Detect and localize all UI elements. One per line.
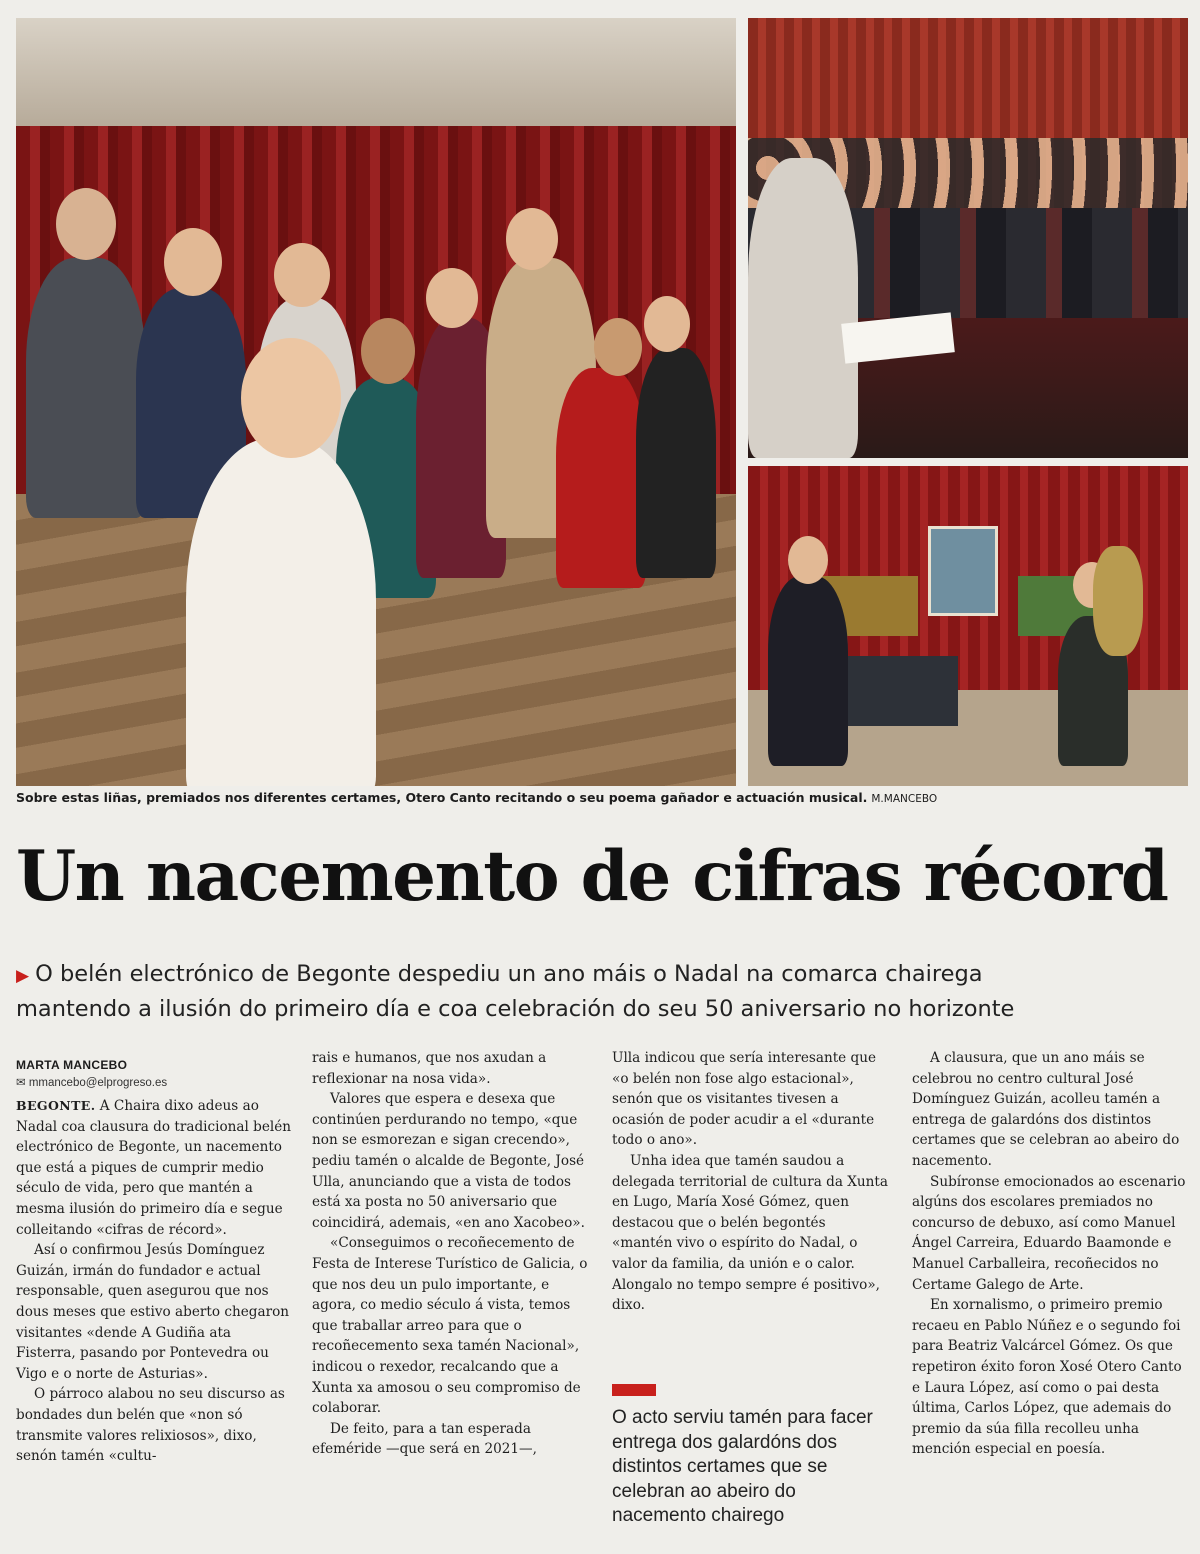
paragraph	[16, 1096, 292, 1240]
photo-caption	[16, 790, 1188, 805]
pull-quote-accent-bar	[612, 1384, 656, 1396]
paragraph: O párroco alabou no seu discurso as bondades dun belén que «non só transmite valores relixiosos», dixo, senón tamén «cultu-	[16, 1386, 285, 1465]
caption-text: Sobre estas liñas, premiados nos diferentes certames, Otero Canto recitando o seu poema gañador e actuación musical.	[16, 790, 868, 805]
paragraph: En xornalismo, o primeiro premio recaeu en Pablo Núñez e o segundo foi para Beatriz Valcárcel Gómez. Os que repetiron éxito foron Xosé Otero Canto e Laura López, así como o pai desta última, Carlos López, que ademais do premio da súa filla recolleu unha mención especial en poesía.	[912, 1297, 1182, 1458]
deck-line-1: O belén electrónico de Begonte despediu un ano máis o Nadal na comarca chairega	[35, 961, 983, 987]
paragraph: De feito, para a tan esperada efeméride —que será en 2021—,	[312, 1420, 537, 1458]
ceiling	[16, 18, 736, 126]
paragraph: rais e humanos, que nos axudan a reflexionar na nosa vida».	[312, 1050, 547, 1087]
email-icon: ✉	[16, 1077, 29, 1089]
paragraph: Subíronse emocionados ao escenario algúns dos escolares premiados no concurso de debuxo, así como Manuel Ángel Carreira, Eduardo Baamonde e Manuel Carballeira, recoñecidos no Certame Galego de Arte.	[912, 1173, 1186, 1293]
pull-quote-text: O acto serviu tamén para facer entrega dos galardóns dos distintos certames que se celebran ao abeiro do nacemento chairego	[612, 1407, 873, 1526]
paragraph: Ulla indicou que sería interesante que «o belén non fose algo estacional», senón que os visitantes tivesen a ocasión de poder acudir a el «durante todo o ano».	[612, 1050, 877, 1149]
audience-reading-photo	[748, 18, 1188, 458]
headline: Un nacemento de cifras récord	[16, 836, 1168, 917]
photo-credit: M.MANCEBO	[871, 793, 938, 805]
author-name: MARTA MANCEBO	[16, 1058, 128, 1072]
article-column-1	[16, 1096, 292, 1467]
article-column-3	[612, 1048, 888, 1316]
awards-group-photo	[16, 18, 736, 786]
pull-quote	[612, 1384, 892, 1529]
deck-line-2: mantendo a ilusión do primeiro día e coa celebración do seu 50 aniversario no horizonte	[16, 996, 1015, 1022]
dateline: BEGONTE.	[16, 1098, 96, 1113]
paragraph-text: A Chaira dixo adeus ao Nadal coa clausura do tradicional belén electrónico de Begonte, un nacemento que está a piques de cumprir medio século de vida, pero que mantén a mesma ilusión do primeiro día e segue colleitando «cifras de récord».	[16, 1098, 292, 1238]
paragraph: Así o confirmou Jesús Domínguez Guizán, irmán do fundador e actual responsable, quen asegurou que nos dous meses que estivo aberto chegaron visitantes «dende A Gudiña ata Fisterra, pasando por Pontevedra ou Vigo e o norte de Asturias».	[16, 1242, 290, 1382]
article-column-4	[912, 1048, 1188, 1460]
paragraph: Valores que espera e desexa que continúen perdurando no tempo, «que non se esmorezan e sigan crecendo», pediu tamén o alcalde de Begonte, José Ulla, anunciando que a vista de todos está xa posta no 50 aniversario que coincidirá, ademais, «en ano Xacobeo».	[312, 1091, 585, 1231]
article-column-2	[312, 1048, 588, 1460]
paragraph: A clausura, que un ano máis se celebrou no centro cultural José Domínguez Guizán, acolleu tamén a entrega de galardóns dos distintos certames que se celebran ao abeiro do nacemento.	[912, 1050, 1180, 1169]
paragraph: Unha idea que tamén saudou a delegada territorial de cultura da Xunta en Lugo, María Xosé Gómez, quen destacou que o belén begontés «mantén vivo o espírito do Nadal, o valor da familia, da unión e o calor. Alongalo no tempo sempre é positivo», dixo.	[612, 1152, 888, 1314]
deck-subheadline	[16, 958, 1188, 1026]
author-email	[16, 1075, 296, 1089]
musical-performance-photo	[748, 466, 1188, 786]
paragraph: «Conseguimos o recoñecemento de Festa de Interese Turístico de Galicia, o que nos deu un pulo importante, e agora, co medio século á vista, temos que traballar arreo para que o recoñecemento sexa tamén Nacional», indicou o rexedor, recalcando que a Xunta xa amosou o seu compromiso de colaborar.	[312, 1235, 588, 1417]
email-text: mmancebo@elprogreso.es	[28, 1077, 168, 1089]
triangle-bullet-icon: ▶	[16, 966, 30, 986]
byline	[16, 1058, 296, 1089]
